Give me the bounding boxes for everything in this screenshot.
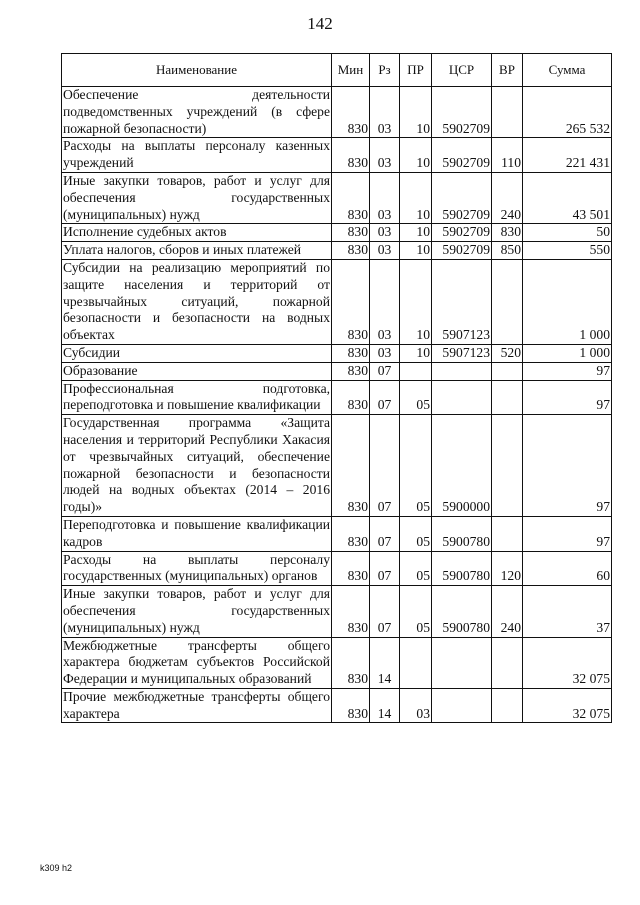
cell-sum: 32 075	[523, 637, 612, 688]
cell-name: Переподготовка и повышение квалификации кадров	[62, 516, 332, 551]
cell-rz: 07	[370, 551, 400, 586]
cell-name: Субсидии на реализацию мероприятий по защите населения и территорий от чрезвычайных ситуаций, пожарной безопасности и безопасности на водных объектах	[62, 259, 332, 344]
cell-min: 830	[332, 380, 370, 415]
cell-rz: 07	[370, 415, 400, 517]
cell-rz: 14	[370, 688, 400, 723]
table-row	[62, 362, 612, 380]
cell-min: 830	[332, 344, 370, 362]
cell-rz: 07	[370, 516, 400, 551]
cell-min: 830	[332, 172, 370, 223]
cell-sum: 97	[523, 415, 612, 517]
table-row	[62, 344, 612, 362]
cell-vr	[492, 516, 523, 551]
cell-csr	[432, 637, 492, 688]
header-pr: ПР	[400, 54, 432, 87]
cell-rz: 07	[370, 586, 400, 637]
table-row	[62, 259, 612, 344]
cell-vr	[492, 362, 523, 380]
cell-rz: 03	[370, 87, 400, 138]
cell-csr	[432, 380, 492, 415]
cell-pr: 05	[400, 516, 432, 551]
cell-sum: 1 000	[523, 344, 612, 362]
cell-name: Исполнение судебных актов	[62, 224, 332, 242]
cell-csr: 5900780	[432, 551, 492, 586]
cell-rz: 07	[370, 362, 400, 380]
cell-pr	[400, 637, 432, 688]
cell-pr: 10	[400, 259, 432, 344]
table-row	[62, 516, 612, 551]
table-row	[62, 242, 612, 260]
table-row	[62, 586, 612, 637]
cell-min: 830	[332, 586, 370, 637]
cell-sum: 1 000	[523, 259, 612, 344]
cell-name: Прочие межбюджетные трансферты общего характера	[62, 688, 332, 723]
cell-sum: 32 075	[523, 688, 612, 723]
cell-vr: 240	[492, 586, 523, 637]
cell-rz: 14	[370, 637, 400, 688]
cell-csr: 5907123	[432, 259, 492, 344]
table-header-row	[62, 54, 612, 87]
cell-rz: 03	[370, 172, 400, 223]
cell-pr: 10	[400, 172, 432, 223]
cell-vr	[492, 637, 523, 688]
cell-sum: 97	[523, 516, 612, 551]
table-row	[62, 637, 612, 688]
table-row	[62, 688, 612, 723]
cell-rz: 03	[370, 138, 400, 173]
table-row	[62, 415, 612, 517]
cell-name: Межбюджетные трансферты общего характера бюджетам субъектов Российской Федерации и муниципальных образований	[62, 637, 332, 688]
cell-min: 830	[332, 637, 370, 688]
table-row	[62, 224, 612, 242]
cell-min: 830	[332, 551, 370, 586]
table-row	[62, 551, 612, 586]
cell-rz: 03	[370, 242, 400, 260]
cell-pr: 05	[400, 551, 432, 586]
cell-name: Профессиональная подготовка, переподготовка и повышение квалификации	[62, 380, 332, 415]
cell-name: Государственная программа «Защита населения и территорий Республики Хакасия от чрезвычайных ситуаций, обеспечение пожарной безопасности и безопасности людей на водных объектах (2014 – 2016 годы)»	[62, 415, 332, 517]
cell-csr: 5900000	[432, 415, 492, 517]
page-number: 142	[307, 14, 333, 33]
cell-pr: 10	[400, 242, 432, 260]
cell-name: Иные закупки товаров, работ и услуг для обеспечения государственных (муниципальных) нужд	[62, 586, 332, 637]
cell-sum: 60	[523, 551, 612, 586]
header-csr: ЦСР	[432, 54, 492, 87]
cell-rz: 03	[370, 259, 400, 344]
cell-sum: 221 431	[523, 138, 612, 173]
header-vr: ВР	[492, 54, 523, 87]
cell-name: Уплата налогов, сборов и иных платежей	[62, 242, 332, 260]
table-body	[62, 87, 612, 723]
cell-sum: 97	[523, 362, 612, 380]
cell-min: 830	[332, 688, 370, 723]
cell-csr: 5907123	[432, 344, 492, 362]
cell-min: 830	[332, 224, 370, 242]
cell-csr: 5902709	[432, 242, 492, 260]
cell-csr	[432, 362, 492, 380]
cell-name: Обеспечение деятельности подведомственных учреждений (в сфере пожарной безопасности)	[62, 87, 332, 138]
cell-pr: 03	[400, 688, 432, 723]
cell-name: Образование	[62, 362, 332, 380]
cell-name: Субсидии	[62, 344, 332, 362]
cell-pr: 10	[400, 224, 432, 242]
cell-csr: 5902709	[432, 172, 492, 223]
header-sum: Сумма	[523, 54, 612, 87]
cell-vr: 520	[492, 344, 523, 362]
cell-pr: 10	[400, 87, 432, 138]
table-row	[62, 138, 612, 173]
cell-pr: 05	[400, 415, 432, 517]
cell-min: 830	[332, 87, 370, 138]
cell-min: 830	[332, 415, 370, 517]
cell-sum: 265 532	[523, 87, 612, 138]
cell-vr: 240	[492, 172, 523, 223]
cell-vr: 110	[492, 138, 523, 173]
cell-min: 830	[332, 259, 370, 344]
cell-min: 830	[332, 516, 370, 551]
cell-min: 830	[332, 242, 370, 260]
cell-vr	[492, 415, 523, 517]
cell-csr: 5902709	[432, 138, 492, 173]
cell-vr: 830	[492, 224, 523, 242]
table-row	[62, 380, 612, 415]
table-row	[62, 172, 612, 223]
cell-pr: 05	[400, 380, 432, 415]
cell-vr: 850	[492, 242, 523, 260]
cell-sum: 97	[523, 380, 612, 415]
cell-csr: 5900780	[432, 516, 492, 551]
cell-sum: 550	[523, 242, 612, 260]
cell-vr	[492, 688, 523, 723]
footer-code: k309 h2	[40, 863, 73, 873]
cell-sum: 37	[523, 586, 612, 637]
cell-rz: 07	[370, 380, 400, 415]
cell-name: Расходы на выплаты персоналу казенных учреждений	[62, 138, 332, 173]
cell-csr: 5902709	[432, 224, 492, 242]
cell-vr: 120	[492, 551, 523, 586]
table-row	[62, 87, 612, 138]
cell-pr: 10	[400, 138, 432, 173]
cell-min: 830	[332, 362, 370, 380]
cell-vr	[492, 259, 523, 344]
cell-min: 830	[332, 138, 370, 173]
budget-table	[61, 53, 612, 723]
cell-rz: 03	[370, 344, 400, 362]
cell-csr: 5902709	[432, 87, 492, 138]
cell-csr: 5900780	[432, 586, 492, 637]
cell-pr: 10	[400, 344, 432, 362]
cell-vr	[492, 380, 523, 415]
cell-csr	[432, 688, 492, 723]
cell-pr: 05	[400, 586, 432, 637]
cell-name: Иные закупки товаров, работ и услуг для обеспечения государственных (муниципальных) нужд	[62, 172, 332, 223]
header-name: Наименование	[62, 54, 332, 87]
header-min: Мин	[332, 54, 370, 87]
cell-rz: 03	[370, 224, 400, 242]
cell-vr	[492, 87, 523, 138]
cell-name: Расходы на выплаты персоналу государственных (муниципальных) органов	[62, 551, 332, 586]
cell-sum: 43 501	[523, 172, 612, 223]
cell-pr	[400, 362, 432, 380]
cell-sum: 50	[523, 224, 612, 242]
header-rz: Рз	[370, 54, 400, 87]
